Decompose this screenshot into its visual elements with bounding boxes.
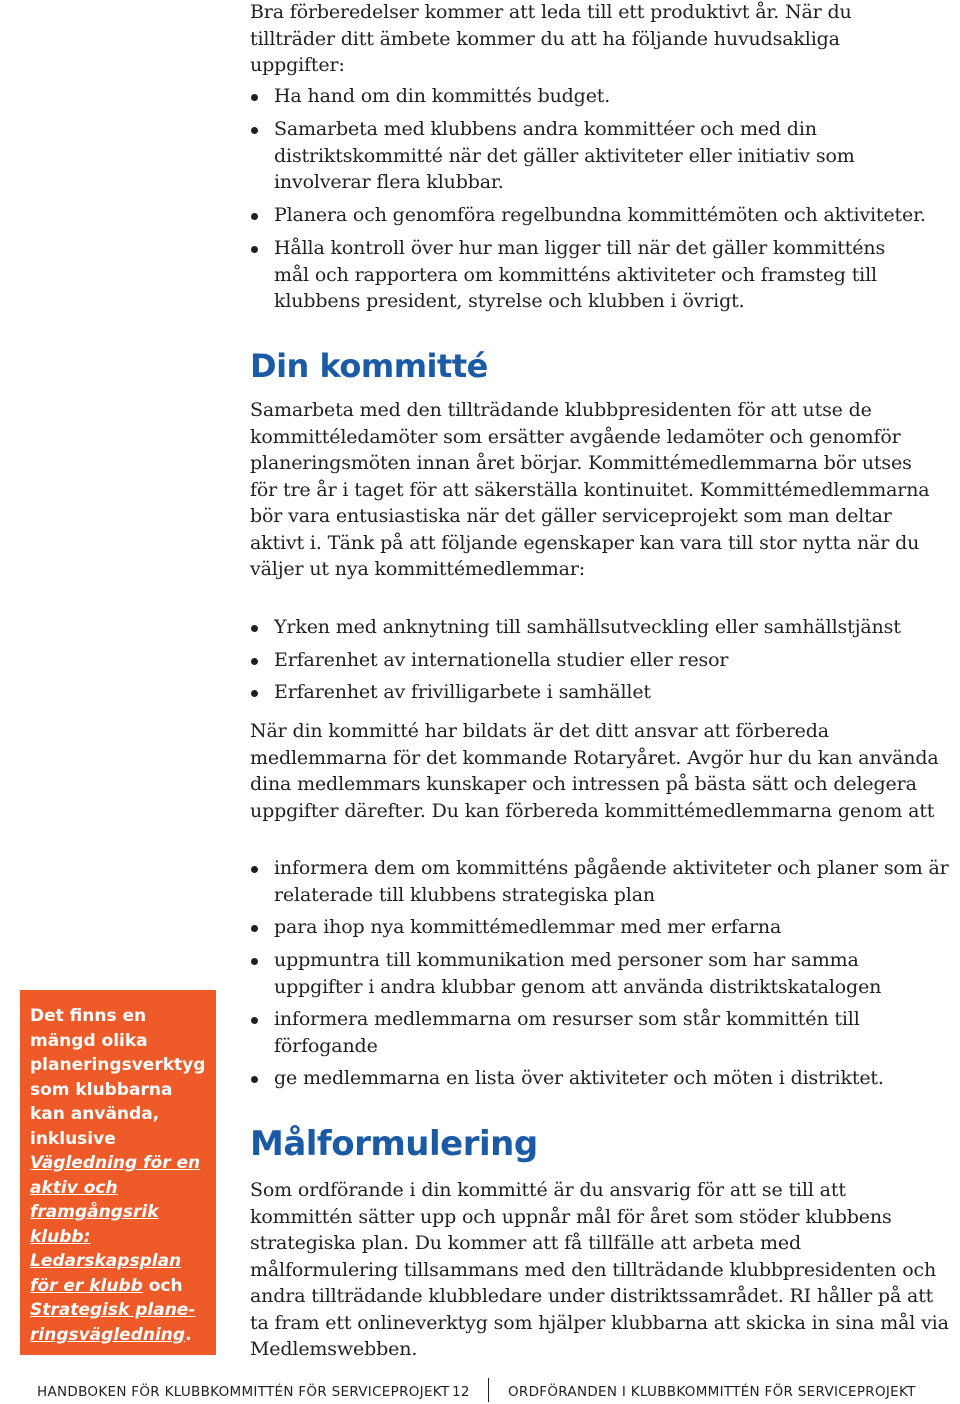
bullet-icon <box>251 866 258 873</box>
bullet-icon <box>251 246 258 253</box>
intro-paragraph: Bra förberedelser kommer att leda till ett produktivt år. När du tillträder ditt ämbete kommer du att ha följande huvudsakliga uppgifter: <box>250 1 852 76</box>
list-item: Erfarenhet av frivilligarbete i samhället <box>250 679 950 706</box>
list-item: Hålla kontroll över hur man ligger till när det gäller kommitténs mål och rapportera om kommitténs aktiviteter och framsteg till klubbens president, styrelse och klubben i övrigt. <box>250 235 924 315</box>
bullet-icon <box>251 94 258 101</box>
guide-link-strategic-planning[interactable]: Strategisk planeringsvägledning <box>30 1300 196 1345</box>
list-item: uppmuntra till kommunikation med personer som har samma uppgifter i andra klubbar genom att använda distriktskatalogen <box>250 947 950 1006</box>
bullet-icon <box>251 625 258 632</box>
list-item: Ha hand om din kommittés budget. <box>250 83 950 116</box>
page-number: 12 <box>452 1384 470 1400</box>
tip-callout: Det finns en mängd olika planeringsverktyg som klubbarna kan använda, inklusive Vägledning för en aktiv och framgångsrik klubb: Ledarskapsplan för er klubb och Strategisk planeringsvägledning. <box>20 990 216 1355</box>
bullet-icon <box>251 1076 258 1083</box>
list-item: Planera och genomföra regelbundna kommittémöten och aktiviteter. <box>250 202 950 235</box>
bullet-icon <box>251 690 258 697</box>
section-heading-committee: Din kommitté <box>250 347 488 385</box>
list-item: Samarbeta med klubbens andra kommittéer och med din distriktskommitté när det gäller aktiviteter eller initiativ som involverar flera klubbar. <box>250 116 924 202</box>
footer-divider <box>488 1378 489 1402</box>
footer-right-title: ORDFÖRANDEN I KLUBBKOMMITTÉN FÖR SERVICEPROJEKT <box>508 1384 916 1400</box>
bullet-icon <box>251 127 258 134</box>
bullet-icon <box>251 958 258 965</box>
committee-paragraph-2: När din kommitté har bildats är det ditt ansvar att förbereda medlemmarna för det kommande Rotaryåret. Avgör hur du kan använda dina medlemmars kunskaper och intressen på bästa sätt och delegera uppgifter därefter. Du kan förbereda kommittémedlemmarna genom att <box>250 720 939 822</box>
bullet-icon <box>251 1017 258 1024</box>
committee-qualities-list <box>250 614 950 706</box>
list-item: para ihop nya kommittémedlemmar med mer erfarna <box>250 914 950 947</box>
bullet-icon <box>251 925 258 932</box>
page-footer <box>0 1378 960 1404</box>
list-item: informera medlemmarna om resurser som står kommittén till förfogande <box>250 1006 954 1065</box>
guide-link-leadership-plan[interactable]: Vägledning för en aktiv och framgångsrik klubb: Ledarskapsplan för er klubb <box>30 1153 201 1296</box>
committee-paragraph: Samarbeta med den tillträdande klubbpresidenten för att utse de kommittéledamöter som ersätter avgående ledamöter och genomför planeringsmöten innan året börjar. Kommittémedlemmarna bör utses för tre år i taget för att säkerställa kontinuitet. Kommittémedlemmarna bör vara entusiastiska när det gäller serviceprojekt som man deltar aktivt i. Tänk på att följande egenskaper kan vara till stor nytta när du väljer ut nya kommittémedlemmar: <box>250 399 930 580</box>
committee-prepare-list <box>250 855 950 1092</box>
goals-paragraph: Som ordförande i din kommitté är du ansvarig för att se till att kommittén sätter upp och uppnår mål för året som stöder klubbens strategiska plan. Du kommer att få tillfälle att arbeta med målformulering tillsammans med den tillträdande klubbpresidenten och andra tillträdande klubbledare under distriktssamrådet. RI håller på att ta fram ett onlineverktyg som hjälper klubbarna att skicka in sina mål via Medlemswebben. <box>250 1179 949 1360</box>
list-item: Yrken med anknytning till samhällsutveckling eller samhällstjänst <box>250 614 950 647</box>
list-item: Erfarenhet av internationella studier eller resor <box>250 647 950 680</box>
bullet-icon <box>251 213 258 220</box>
footer-left-title: HANDBOKEN FÖR KLUBBKOMMITTÉN FÖR SERVICEPROJEKT <box>37 1384 450 1400</box>
bullet-icon <box>251 658 258 665</box>
list-item: ge medlemmarna en lista över aktiviteter och möten i distriktet. <box>250 1065 950 1092</box>
list-item: informera dem om kommitténs pågående aktiviteter och planer som är relaterade till klubbens strategiska plan <box>250 855 950 914</box>
section-heading-goals: Målformulering <box>250 1124 538 1164</box>
intro-bullet-list <box>250 83 950 315</box>
